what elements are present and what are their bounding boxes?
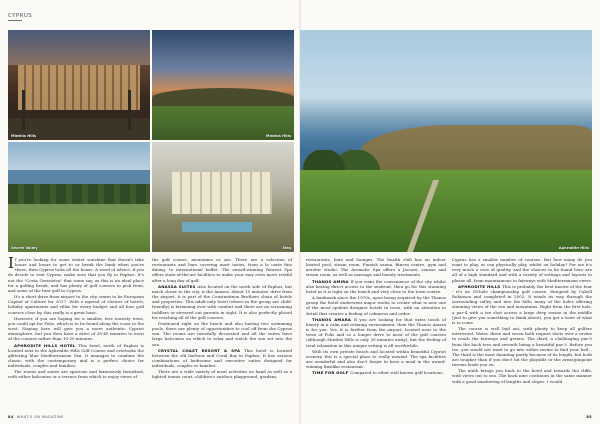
article-paragraph: CRYSTAL COAST RESORT & SPA This hotel is located between the old harbour and Coral Bay in Paphos. It has various combinations of bedrooms and executive suites designed for individuals, couples or families. xyxy=(152,347,292,369)
photo-caption: Minthis Hills xyxy=(11,134,37,138)
paragraph-heading: TIME FOR GOLF xyxy=(312,370,351,376)
article-column-1 xyxy=(8,254,144,381)
article-paragraph: ANASSA SUITES Also located on the north side of Paphos, but much closer to the city, is the Anassa. About 15 minutes' drive from the airport, it is part of the Constantinou Brothers chain of hotels and properties. This adult-only hotel (where in the group are child-friendly) is brimming over with comfort and there are no screaming toddlers or stressed out parents in sight. It is also perfectly placed for reaching all of the golf courses. xyxy=(152,283,292,320)
article-paragraph: APHRODITE HILLS HOTEL This hotel, north of Paphos is located next to the Aphrodite Hills Golf Course and overlooks the glittering blue Mediterranean Sea. It manages to combine the classic with the contemporary and is a perfect choice for individuals, couples and families. xyxy=(8,342,144,369)
article-paragraph: There are a wide variety of meat activities on hand as well as a lighted tennis court, children's outdoor playground, gardens, xyxy=(152,369,292,380)
section-label: CYPRUS xyxy=(8,13,33,19)
photo-caption: Elea xyxy=(282,246,291,250)
article-paragraph: THANOS AMARA If you are looking for that extra touch of luxury in a calm and relaxing environment, then the Thanos Amara is for you. Yes, it is further from the airport, located near to the town of Polis and so a longer drive to most of the golf courses (although Minthis Hills is only 20 minutes away), but the feeling of total relaxation in this unique setting is all worthwhile. xyxy=(306,316,446,348)
photo-coastline-golf xyxy=(300,30,592,252)
article-paragraph: THANOS AMIRA If you want the convenience of the city whilst also having direct access to the seafront, then go for this stunning hotel as it is right on the beach and very close to the town centre. xyxy=(306,278,446,294)
article-paragraph: If you're looking for some winter sunshine that doesn't take hours and hours to get to or break the bank when you're there, then Cyprus ticks all the boxes. A word of advice, if you do decide to visit Cyprus, make sure that you fly to Paphos. It's not the "Costa Geriatrica" that some say, as this is an ideal place for a golfing break, and has plenty of golf courses to pick from, and some of the best golf in Cyprus. xyxy=(8,254,144,293)
article-paragraph: TIME FOR GOLF Compared to other well known golf locations, xyxy=(312,370,444,376)
article-paragraph: However, if you are hoping for a smaller, less touristy town, you could opt for Polis, which is to be found along the coast to the west. Staying here will give you a more authentic Cypriot atmosphere, but you then have a drive of 30-40 minutes to most of the courses rather than 10-20 minutes. xyxy=(8,315,144,342)
left-footer xyxy=(8,415,64,419)
drop-cap: I xyxy=(8,254,14,272)
photo-caption: Secret Valley xyxy=(11,246,38,250)
section-rule xyxy=(8,20,22,21)
article-paragraph: The course is well laid out, with plenty to keep all golfers interested. Water, three and seven both require shots over a ravine to reach the fairways and greens. The third, a challenging par-5 from the back tees and seventh being a beautiful par-3. Before you tee, you would not want to go into either ravine to find your ball... The third is the most daunting partly because of its length, but both are tougher than if you don't hit the playable or the areas/pinpoint tweens leads you on. xyxy=(452,326,592,368)
article-paragraph: Cyprus has a smaller number of courses. But how many do you want to play, or can physically play, whilst on holiday? For me it's very much a case of quality, and the choices to be found here are all of a high standard and with a variety of settings and layouts to please all, from mountainous to fairways with Mediterranean views. xyxy=(452,257,592,283)
article-paragraph: A landmark since the 1970s, upon being acquired by the Thanos group the hotel underwent major works to create what is now one of the most opulent designer hotels in town, with an attention to detail that creates a feeling of calmness and order. xyxy=(306,295,446,316)
article-paragraph: The ninth brings you back to the hotel and towards the cliffs, with views out to sea. The back nine continues in the same manner with a good smattering of lengths and slopes. I would xyxy=(452,368,592,384)
photo-caption: Aphrodite Hills xyxy=(558,246,589,250)
photo-golf-evening xyxy=(152,30,294,140)
page-number: 85 xyxy=(586,415,592,419)
photo-resort xyxy=(152,142,294,252)
article-paragraph: With its own private beach and located within beautiful Cypriot scenery, this is a special place to really unwind. The spa facilities are wonderful and also don't forget to have a meal in the award-winning Basiliko restaurant. xyxy=(306,348,446,370)
article-paragraph: It's a short drive from airport to the city, warm to be European Capital of Culture for 2017. With a myriad of choices of hotels, holiday apartments and villas for every budget and all four golf courses close by, this really is a great base. xyxy=(8,294,144,315)
paragraph-heading: CRYSTAL COAST RESORT & SPA xyxy=(158,347,244,353)
paragraph-heading: ANASSA SUITES xyxy=(158,283,198,289)
right-footer xyxy=(586,415,592,419)
article-paragraph: APHRODITE HILLS This is probably the best known of the four - it's an 18-hole championship golf course, designed by Cabell Robinson and completed in 2002. It winds its way through the surrounding valley and into the hills; many of the holes offering stunning views of the sea and mountains. Right from the first hole, a par-4 with a tee shot across a large deep ravine in the middle (just to give you something to think about), you get a taste of what is to come. xyxy=(452,283,592,325)
article-paragraph: the golf course, mountains or sea. There are a selection of restaurants and bars covering most tastes, from a la carte fine dining, to international buffet. The award-winning Retreat Spa offers state-of-the-art facilities to make your stay even more restful after a long day of golf. xyxy=(152,257,292,283)
photo-hotel-night xyxy=(8,30,150,140)
article-paragraph: The rooms and suites are spacious and luxuriously furnished, with either balconies or a terrace from which to enjoy views of xyxy=(8,369,144,380)
article-column-3 xyxy=(306,257,446,376)
paragraph-heading: APHRODITE HILLS xyxy=(458,283,503,289)
article-paragraph: Positioned right on the beach and also having two swimming pools, there are plenty of opportunities to cool off from the Cyprus sun. The rooms are tastefully decorated and all the suites have large balconies on which to relax and watch the sun set into the sea. xyxy=(152,320,292,347)
paragraph-heading: THANOS AMIRA xyxy=(312,278,351,284)
article-column-4 xyxy=(452,257,592,385)
photo-coastal-golf xyxy=(8,142,150,252)
publication-name: WHAT'S ON MAGAZINE xyxy=(16,415,64,419)
photo-caption: Minthis Hills xyxy=(265,134,291,138)
article-paragraph: restaurants, bars and lounges. The health club has an indoor heated pool, steam room, Finnish sauna, fitness centre, gym and aerobic studio. The Aromatic Spa offers a Jacuzzi, saunas and steam room, as well as massage and beauty treatments. xyxy=(306,257,446,278)
article-column-2 xyxy=(152,257,292,381)
paragraph-heading: THANOS AMARA xyxy=(312,316,354,322)
page-number: 84 xyxy=(8,415,14,419)
paragraph-heading: APHRODITE HILLS HOTEL xyxy=(14,342,79,348)
